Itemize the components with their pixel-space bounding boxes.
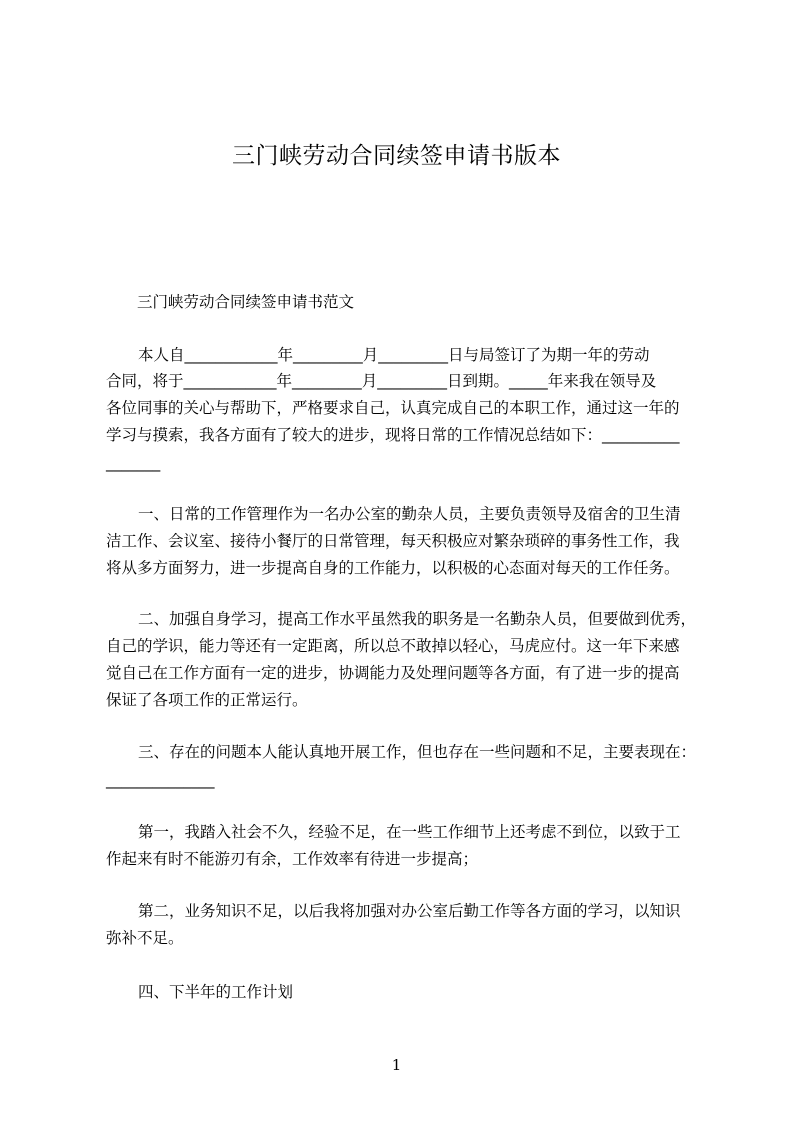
paragraph-line: 合同，将于____________年_________月_________日到期。_____年来我在领导及 [106, 372, 657, 390]
page-number: 1 [391, 1056, 402, 1074]
paragraph-line: 一、日常的工作管理作为一名办公室的勤杂人员，主要负责领导及宿舍的卫生清 [138, 505, 681, 523]
paragraph-line: 本人自____________年_________月_________日与局签订了为期一年的劳动 [138, 346, 650, 364]
paragraph-line: 第一，我踏入社会不久，经验不足，在一些工作细节上还考虑不到位，以致于工 [138, 823, 681, 841]
paragraph-line: 作起来有时不能游刃有余，工作效率有待进一步提高； [106, 850, 479, 868]
paragraph-line: 自己的学识，能力等还有一定距离，所以总不敢掉以轻心，马虎应付。这一年下来感 [106, 637, 680, 655]
paragraph-line: 将从多方面努力，进一步提高自身的工作能力，以积极的心态面对每天的工作任务。 [106, 559, 680, 577]
paragraph-line: 保证了各项工作的正常运行。 [106, 691, 308, 709]
paragraph-line: _______ [106, 454, 161, 472]
paragraph-line: ______________ [106, 771, 215, 789]
paragraph-line: 第二，业务知识不足，以后我将加强对办公室后勤工作等各方面的学习，以知识 [138, 902, 681, 920]
document-title: 三门峡劳动合同续签申请书版本 [232, 143, 561, 169]
paragraph-line: 各位同事的关心与帮助下，严格要求自己，认真完成自己的本职工作，通过这一年的 [106, 399, 680, 417]
paragraph-line: 洁工作、会议室、接待小餐厅的日常管理，每天积极应对繁杂琐碎的事务性工作，我 [106, 532, 680, 550]
paragraph-line: 三、存在的问题本人能认真地开展工作，但也存在一些问题和不足，主要表现在： [138, 743, 697, 761]
paragraph-line: 弥补不足。 [106, 929, 184, 947]
paragraph-line: 学习与摸索，我各方面有了较大的进步，现将日常的工作情况总结如下：__________ [106, 426, 680, 444]
paragraph-line: 二、加强自身学习，提高工作水平虽然我的职务是一名勤杂人员，但要做到优秀， [138, 610, 697, 628]
paragraph-line: 觉自己在工作方面有一定的进步，协调能力及处理问题等各方面，有了进一步的提高 [106, 664, 680, 682]
document-subtitle: 三门峡劳动合同续签申请书范文 [137, 293, 355, 311]
section-heading: 四、下半年的工作计划 [138, 983, 294, 1001]
